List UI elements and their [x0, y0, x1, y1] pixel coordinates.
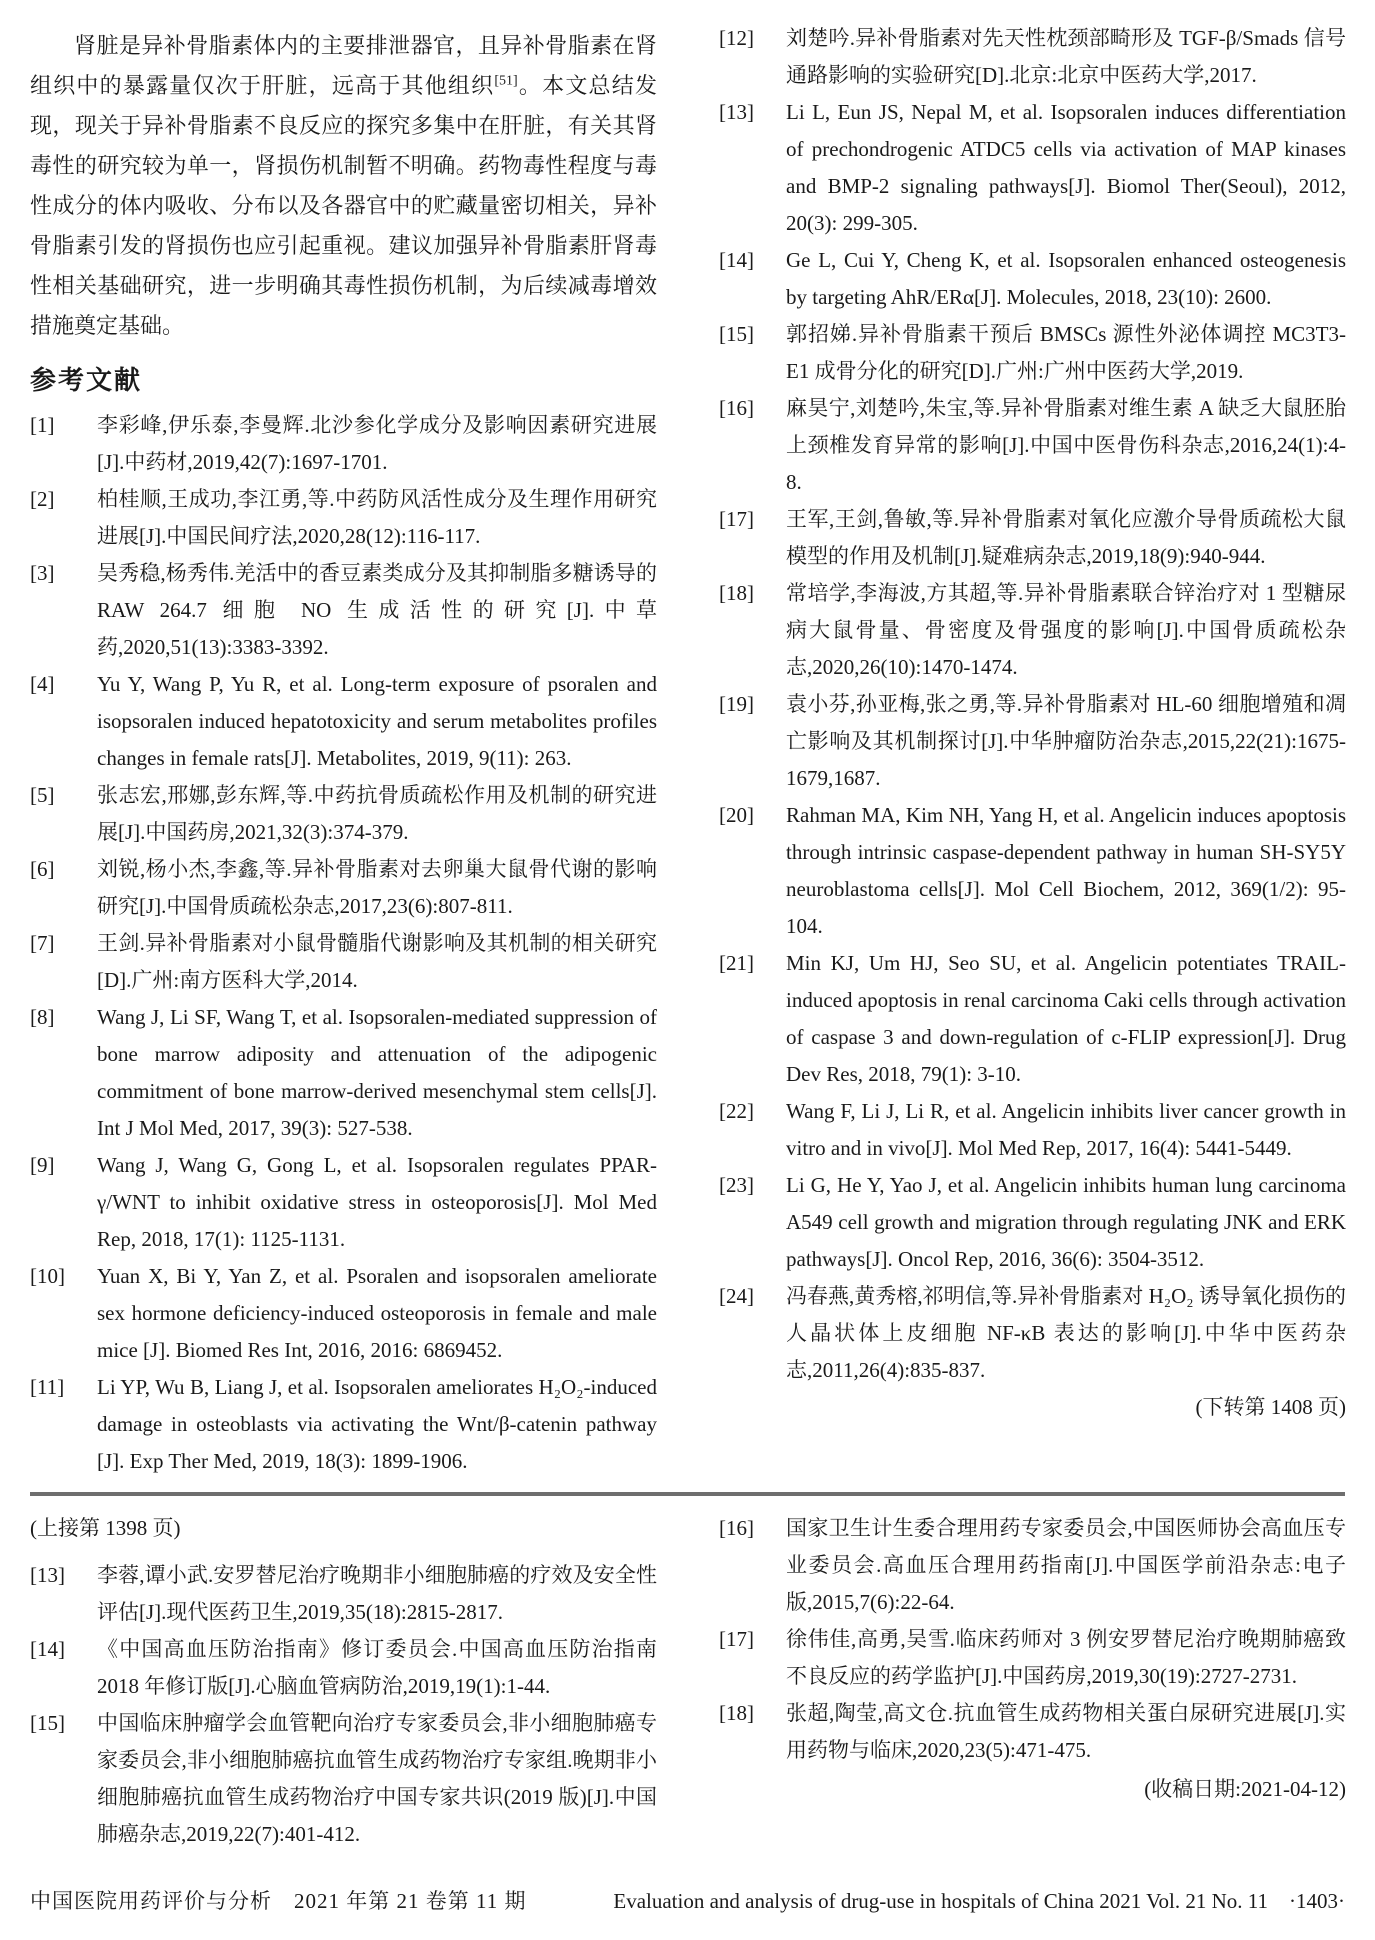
- reference-number: [22]: [719, 1099, 754, 1123]
- reference-number: [2]: [30, 487, 55, 511]
- reference-list-continued-left: [30, 1557, 657, 1853]
- reference-number: [12]: [719, 26, 754, 50]
- reference-text: 冯春燕,黄秀榕,祁明信,等.异补骨脂素对 H₂O₂ 诱导氧化损伤的人晶状体上皮细胞 NF-κB 表达的影响[J].中华中医药杂志,2011,26(4):835-837.: [786, 1284, 1346, 1382]
- reference-text: 常培学,李海波,方其超,等.异补骨脂素联合锌治疗对 1 型糖尿病大鼠骨量、骨密度及骨强度的影响[J].中国骨质疏松杂志,2020,26(10):1470-1474.: [786, 581, 1346, 679]
- reference-number: [17]: [719, 507, 754, 531]
- reference-number: [20]: [719, 803, 754, 827]
- reference-number: [16]: [719, 396, 754, 420]
- reference-text: 国家卫生计生委合理用药专家委员会,中国医师协会高血压专业委员会.高血压合理用药指南[J].中国医学前沿杂志:电子版,2015,7(6):22-64.: [786, 1516, 1346, 1614]
- reference-text: 中国临床肿瘤学会血管靶向治疗专家委员会,非小细胞肺癌专家委员会,非小细胞肺癌抗血管生成药物治疗专家组.晚期非小细胞肺癌抗血管生成药物治疗中国专家共识(2019 版)[J].中国肺癌杂志,2019,22(7):401-412.: [97, 1711, 657, 1846]
- reference-number: [5]: [30, 783, 55, 807]
- continued-left-column: [30, 1510, 657, 1853]
- main-right-column: [719, 20, 1346, 1480]
- reference-item: [30, 851, 657, 925]
- reference-item: [30, 777, 657, 851]
- reference-list-continued-right: [719, 1510, 1346, 1769]
- reference-number: [8]: [30, 1005, 55, 1029]
- main-left-column: [30, 20, 657, 1480]
- reference-item: [719, 316, 1346, 390]
- reference-number: [15]: [30, 1711, 65, 1735]
- reference-number: [14]: [719, 248, 754, 272]
- main-reference-section: [30, 20, 1345, 1480]
- reference-number: [21]: [719, 951, 754, 975]
- continued-from-note: (上接第 1398 页): [30, 1516, 181, 1540]
- section-divider: [30, 1492, 1345, 1496]
- reference-text: 王剑.异补骨脂素对小鼠骨髓脂代谢影响及其机制的相关研究[D].广州:南方医科大学,2014.: [97, 931, 657, 992]
- reference-item: [719, 1167, 1346, 1278]
- reference-item: [719, 242, 1346, 316]
- received-date: (收稿日期:2021-04-12): [1144, 1777, 1346, 1801]
- reference-item: [30, 999, 657, 1147]
- reference-text: 张志宏,邢娜,彭东辉,等.中药抗骨质疏松作用及机制的研究进展[J].中国药房,2021,32(3):374-379.: [97, 783, 657, 844]
- reference-item: [719, 945, 1346, 1093]
- reference-item: [719, 686, 1346, 797]
- reference-item: [719, 501, 1346, 575]
- footer-journal-title-en: Evaluation and analysis of drug-use in hospitals of China 2021 Vol. 21 No. 11 ·1403·: [613, 1889, 1345, 1913]
- reference-text: Yu Y, Wang P, Yu R, et al. Long-term exposure of psoralen and isopsoralen induced hepatotoxicity and serum metabolites profiles changes in female rats[J]. Metabolites, 2019, 9(11): 263.: [97, 672, 657, 770]
- reference-item: [719, 797, 1346, 945]
- references-heading: 参考文献: [30, 365, 143, 395]
- reference-number: [4]: [30, 672, 55, 696]
- reference-number: [16]: [719, 1516, 754, 1540]
- reference-text: Wang F, Li J, Li R, et al. Angelicin inhibits liver cancer growth in vitro and in vivo[J]. Mol Med Rep, 2017, 16(4): 5441-5449.: [786, 1099, 1346, 1160]
- continued-reference-section: [30, 1510, 1345, 1853]
- reference-text: 王军,王剑,鲁敏,等.异补骨脂素对氧化应激介导骨质疏松大鼠模型的作用及机制[J].疑难病杂志,2019,18(9):940-944.: [786, 507, 1346, 568]
- reference-text: 李蓉,谭小武.安罗替尼治疗晚期非小细胞肺癌的疗效及安全性评估[J].现代医药卫生,2019,35(18):2815-2817.: [97, 1563, 657, 1624]
- reference-item: [30, 1258, 657, 1369]
- reference-text: 柏桂顺,王成功,李江勇,等.中药防风活性成分及生理作用研究进展[J].中国民间疗法,2020,28(12):116-117.: [97, 487, 657, 548]
- reference-item: [30, 1705, 657, 1853]
- reference-item: [30, 1369, 657, 1480]
- reference-item: [719, 1621, 1346, 1695]
- reference-list-main-right: [719, 20, 1346, 1389]
- reference-text: Yuan X, Bi Y, Yan Z, et al. Psoralen and isopsoralen ameliorate sex hormone deficiency-induced osteoporosis in female and male mice [J]. Biomed Res Int, 2016, 2016: 6869452.: [97, 1264, 657, 1362]
- reference-item: [30, 555, 657, 666]
- reference-text: Ge L, Cui Y, Cheng K, et al. Isopsoralen enhanced osteogenesis by targeting AhR/ERα[J]. Molecules, 2018, 23(10): 2600.: [786, 248, 1346, 309]
- reference-item: [719, 94, 1346, 242]
- reference-item: [719, 20, 1346, 94]
- reference-item: [30, 481, 657, 555]
- reference-item: [719, 1695, 1346, 1769]
- reference-item: [30, 1631, 657, 1705]
- footer-journal-title-cn: 中国医院用药评价与分析 2021 年第 21 卷第 11 期: [30, 1889, 527, 1913]
- intro-text-after-citation: 。本文总结发现，现关于异补骨脂素不良反应的探究多集中在肝脏，有关其肾毒性的研究较为单一，肾损伤机制暂不明确。药物毒性程度与毒性成分的体内吸收、分布以及各器官中的贮藏量密切相关，异补骨脂素引发的肾损伤也应引起重视。建议加强异补骨脂素肝肾毒性相关基础研究，进一步明确其毒性损伤机制，为后续减毒增效措施奠定基础。: [30, 73, 657, 338]
- reference-number: [19]: [719, 692, 754, 716]
- reference-text: Min KJ, Um HJ, Seo SU, et al. Angelicin potentiates TRAIL-induced apoptosis in renal carcinoma Caki cells through activation of caspase 3 and down-regulation of c-FLIP expression[J]. Drug Dev Res, 2018, 79(1): 3-10.: [786, 951, 1346, 1086]
- reference-number: [6]: [30, 857, 55, 881]
- reference-number: [10]: [30, 1264, 65, 1288]
- reference-text: 徐伟佳,高勇,吴雪.临床药师对 3 例安罗替尼治疗晚期肺癌致不良反应的药学监护[J].中国药房,2019,30(19):2727-2731.: [786, 1627, 1346, 1688]
- reference-number: [23]: [719, 1173, 754, 1197]
- reference-item: [30, 1557, 657, 1631]
- intro-paragraph: [30, 26, 657, 346]
- reference-number: [11]: [30, 1375, 65, 1399]
- reference-number: [24]: [719, 1284, 754, 1308]
- reference-text: 吴秀稳,杨秀伟.羌活中的香豆素类成分及其抑制脂多糖诱导的 RAW 264.7 细胞 NO 生成活性的研究[J].中草药,2020,51(13):3383-3392.: [97, 561, 657, 659]
- reference-number: [1]: [30, 413, 55, 437]
- citation-superscript: [51]: [494, 73, 518, 89]
- reference-item: [719, 390, 1346, 501]
- page-footer: [30, 1886, 1345, 1916]
- reference-text: 刘锐,杨小杰,李鑫,等.异补骨脂素对去卵巢大鼠骨代谢的影响研究[J].中国骨质疏松杂志,2017,23(6):807-811.: [97, 857, 657, 918]
- intro-text-before-citation: 肾脏是异补骨脂素体内的主要排泄器官，且异补骨脂素在肾组织中的暴露量仅次于肝脏，远高于其他组织: [30, 33, 657, 98]
- reference-text: Li L, Eun JS, Nepal M, et al. Isopsoralen induces differentiation of prechondrogenic ATDC5 cells via activation of MAP kinases and BMP-2 signaling pathways[J]. Biomol Ther(Seoul), 2012, 20(3): 299-305.: [786, 100, 1346, 235]
- reference-text: Li YP, Wu B, Liang J, et al. Isopsoralen ameliorates H₂O₂-induced damage in osteoblasts via activating the Wnt/β-catenin pathway [J]. Exp Ther Med, 2019, 18(3): 1899-1906.: [97, 1375, 657, 1473]
- reference-text: Rahman MA, Kim NH, Yang H, et al. Angelicin induces apoptosis through intrinsic caspase-dependent pathway in human SH-SY5Y neuroblastoma cells[J]. Mol Cell Biochem, 2012, 369(1/2): 95-104.: [786, 803, 1346, 938]
- reference-text: 张超,陶莹,高文仓.抗血管生成药物相关蛋白尿研究进展[J].实用药物与临床,2020,23(5):471-475.: [786, 1701, 1346, 1762]
- reference-item: [30, 1147, 657, 1258]
- reference-text: 刘楚吟.异补骨脂素对先天性枕颈部畸形及 TGF-β/Smads 信号通路影响的实验研究[D].北京:北京中医药大学,2017.: [786, 26, 1346, 87]
- reference-number: [7]: [30, 931, 55, 955]
- reference-item: [719, 1510, 1346, 1621]
- reference-number: [18]: [719, 1701, 754, 1725]
- continued-right-column: [719, 1510, 1346, 1853]
- reference-text: 袁小芬,孙亚梅,张之勇,等.异补骨脂素对 HL-60 细胞增殖和凋亡影响及其机制探讨[J].中华肿瘤防治杂志,2015,22(21):1675-1679,1687.: [786, 692, 1346, 790]
- continued-to-note: (下转第 1408 页): [1195, 1395, 1346, 1419]
- reference-number: [14]: [30, 1637, 65, 1661]
- reference-item: [30, 666, 657, 777]
- reference-text: 《中国高血压防治指南》修订委员会.中国高血压防治指南 2018 年修订版[J].心脑血管病防治,2019,19(1):1-44.: [97, 1637, 657, 1698]
- reference-text: Wang J, Li SF, Wang T, et al. Isopsoralen-mediated suppression of bone marrow adiposity and attenuation of the adipogenic commitment of bone marrow-derived mesenchymal stem cells[J]. Int J Mol Med, 2017, 39(3): 527-538.: [97, 1005, 657, 1140]
- reference-text: 麻昊宁,刘楚吟,朱宝,等.异补骨脂素对维生素 A 缺乏大鼠胚胎上颈椎发育异常的影响[J].中国中医骨伤科杂志,2016,24(1):4-8.: [786, 396, 1346, 494]
- reference-number: [18]: [719, 581, 754, 605]
- reference-item: [30, 925, 657, 999]
- reference-number: [9]: [30, 1153, 55, 1177]
- reference-text: 郭招娣.异补骨脂素干预后 BMSCs 源性外泌体调控 MC3T3-E1 成骨分化的研究[D].广州:广州中医药大学,2019.: [786, 322, 1346, 383]
- reference-item: [719, 1278, 1346, 1389]
- reference-text: 李彩峰,伊乐泰,李曼辉.北沙参化学成分及影响因素研究进展[J].中药材,2019,42(7):1697-1701.: [97, 413, 657, 474]
- reference-list-main-left: [30, 407, 657, 1480]
- reference-number: [13]: [719, 100, 754, 124]
- reference-text: Wang J, Wang G, Gong L, et al. Isopsoralen regulates PPAR-γ/WNT to inhibit oxidative stress in osteoporosis[J]. Mol Med Rep, 2018, 17(1): 1125-1131.: [97, 1153, 657, 1251]
- reference-number: [15]: [719, 322, 754, 346]
- reference-number: [13]: [30, 1563, 65, 1587]
- reference-item: [30, 407, 657, 481]
- reference-text: Li G, He Y, Yao J, et al. Angelicin inhibits human lung carcinoma A549 cell growth and migration through regulating JNK and ERK pathways[J]. Oncol Rep, 2016, 36(6): 3504-3512.: [786, 1173, 1346, 1271]
- reference-number: [3]: [30, 561, 55, 585]
- reference-item: [719, 1093, 1346, 1167]
- reference-number: [17]: [719, 1627, 754, 1651]
- reference-item: [719, 575, 1346, 686]
